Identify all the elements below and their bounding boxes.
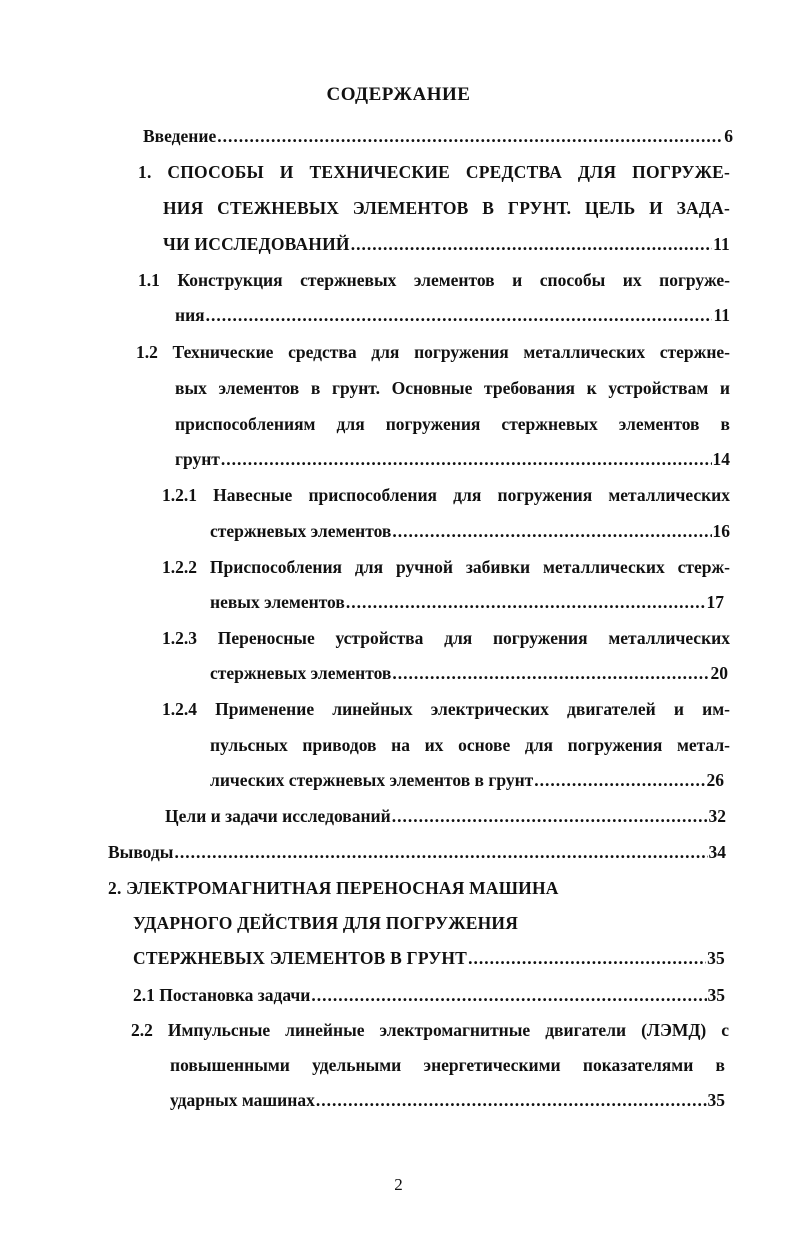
toc-page-number: 35 [707, 1090, 725, 1110]
toc-entry-text: Цели и задачи исследований [165, 806, 391, 826]
toc-entry-1-2-2-line-2 [210, 590, 724, 614]
leader-dots [468, 946, 706, 970]
toc-entry-text: СТЕРЖНЕВЫХ ЭЛЕМЕНТОВ В ГРУНТ [133, 948, 468, 968]
leader-dots [392, 804, 708, 828]
leader-dots [221, 447, 712, 471]
toc-entry-1-2-line-2: вых элементов в грунт. Основные требования к устройствам и [175, 378, 730, 398]
toc-entry-1-2-4-line-2: пульсных приводов на их основе для погружения метал- [210, 735, 730, 755]
toc-entry-1-2-line-3: приспособлениям для погружения стержневых элементов в [175, 414, 730, 434]
toc-entry-goals [165, 804, 726, 828]
toc-page-number: 11 [713, 305, 730, 325]
toc-entry-text: грунт [175, 449, 220, 469]
toc-entry-1-2-line-1: 1.2 Технические средства для погружения металлических стержне- [136, 342, 730, 362]
leader-dots [534, 768, 705, 792]
toc-entry-chapter-2-line-2: УДАРНОГО ДЕЙСТВИЯ ДЛЯ ПОГРУЖЕНИЯ [133, 913, 519, 933]
toc-entry-chapter-1-line-2: НИЯ СТЕЖНЕВЫХ ЭЛЕМЕНТОВ В ГРУНТ. ЦЕЛЬ И ЗАДА- [163, 198, 730, 218]
toc-entry-text: Введение [143, 126, 217, 146]
toc-entry-1-2-3-line-2 [210, 661, 728, 685]
toc-title: СОДЕРЖАНИЕ [326, 84, 471, 105]
toc-page-number: 16 [712, 521, 730, 541]
toc-entry-text: стержневых элементов [210, 663, 392, 683]
toc-entry-1-2-4-line-3 [210, 768, 724, 792]
toc-entry-text: лических стержневых элементов в грунт [210, 770, 534, 790]
toc-entry-text: ЧИ ИССЛЕДОВАНИЙ [163, 234, 350, 254]
toc-page-number: 20 [710, 663, 728, 683]
toc-entry-chapter-2-line-3 [133, 946, 725, 970]
toc-entry-text: ударных машинах [170, 1090, 315, 1110]
toc-entry-chapter-1-line-1: 1. СПОСОБЫ И ТЕХНИЧЕСКИЕ СРЕДСТВА ДЛЯ ПОГРУЖЕ- [138, 162, 730, 182]
toc-entry-chapter-2-line-1: 2. ЭЛЕКТРОМАГНИТНАЯ ПЕРЕНОСНАЯ МАШИНА [108, 878, 559, 898]
toc-entry-2-2-line-3 [170, 1088, 725, 1112]
toc-page-number: 35 [707, 985, 725, 1005]
toc-page-number: 17 [706, 592, 724, 612]
toc-entry-1-2-2-line-1: 1.2.2 Приспособления для ручной забивки металлических стерж- [162, 557, 730, 577]
toc-entry-text: невых элементов [210, 592, 345, 612]
toc-page-number: 14 [712, 449, 730, 469]
toc-entry-text: стержневых элементов [210, 521, 392, 541]
toc-entry-conclusions [108, 840, 726, 864]
toc-entry-1-2-line-4 [175, 447, 730, 471]
toc-page-number: 11 [713, 234, 730, 254]
toc-page-number: 26 [706, 770, 724, 790]
toc-entry-1-2-4-line-1: 1.2.4 Применение линейных электрических двигателей и им- [162, 699, 730, 719]
leader-dots [311, 983, 706, 1007]
toc-entry-text: 2.1 Постановка задачи [133, 985, 311, 1005]
toc-entry-introduction [143, 124, 733, 148]
leader-dots [206, 303, 713, 327]
toc-page-number: 34 [708, 842, 726, 862]
toc-entry-1-2-3-line-1: 1.2.3 Переносные устройства для погружения металлических [162, 628, 730, 648]
leader-dots [217, 124, 723, 148]
toc-entry-1-2-1-line-2 [210, 519, 730, 543]
toc-entry-1-2-1-line-1: 1.2.1 Навесные приспособления для погружения металлических [162, 485, 730, 505]
toc-entry-2-2-line-1: 2.2 Импульсные линейные электромагнитные двигатели (ЛЭМД) с [131, 1020, 729, 1040]
toc-entry-text: ния [175, 305, 205, 325]
leader-dots [174, 840, 707, 864]
leader-dots [351, 232, 712, 256]
toc-entry-1-1-line-2 [175, 303, 730, 327]
toc-page-number: 6 [724, 126, 733, 146]
toc-entry-chapter-1-line-3 [163, 232, 730, 256]
toc-entry-1-1-line-1: 1.1 Конструкция стержневых элементов и способы их погруже- [138, 270, 730, 290]
toc-entry-2-1 [133, 983, 725, 1007]
toc-entry-text: Выводы [108, 842, 174, 862]
leader-dots [392, 661, 709, 685]
leader-dots [316, 1088, 707, 1112]
toc-page-number: 32 [708, 806, 726, 826]
toc-page-number: 35 [707, 948, 725, 968]
toc-entry-2-2-line-2: повышенными удельными энергетическими показателями в [170, 1055, 725, 1075]
page-number: 2 [394, 1175, 403, 1194]
leader-dots [392, 519, 711, 543]
leader-dots [346, 590, 706, 614]
